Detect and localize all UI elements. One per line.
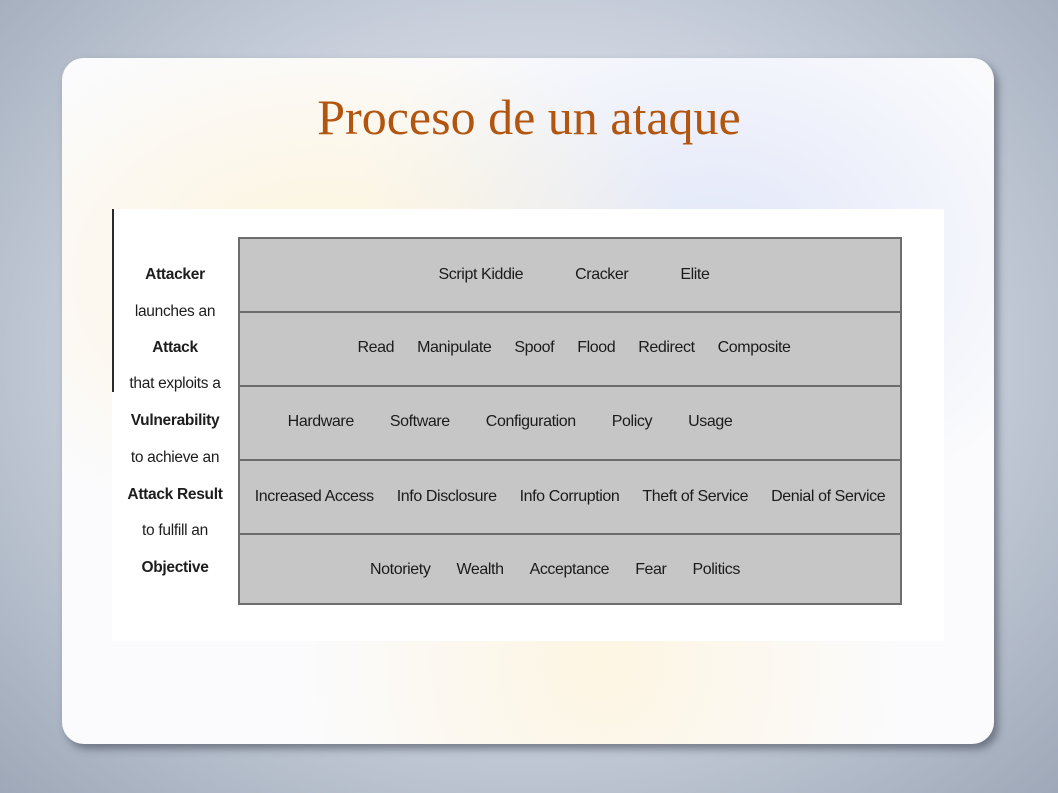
row-item: Denial of Service	[771, 488, 886, 505]
row-item: Software	[389, 413, 450, 430]
label-attack: Attack	[152, 339, 198, 356]
row-vulnerability	[240, 385, 900, 457]
left-border-line	[112, 209, 114, 392]
row-item: Read	[357, 339, 395, 356]
row-item: Acceptance	[529, 561, 610, 578]
label-vulnerability: Vulnerability	[130, 412, 220, 429]
row-item: Elite	[680, 266, 710, 283]
row-item: Wealth	[456, 561, 504, 578]
row-item: Script Kiddie	[438, 266, 524, 283]
row-item: Redirect	[638, 339, 695, 356]
row-objective	[240, 533, 900, 605]
row-item: Manipulate	[417, 339, 492, 356]
label-objective: Objective	[141, 559, 209, 576]
row-item: Usage	[688, 413, 733, 430]
label-to-achieve-an: to achieve an	[130, 449, 220, 466]
slide-title: Proceso de un ataque	[317, 89, 741, 145]
row-item: Fear	[635, 561, 667, 578]
row-item: Cracker	[575, 266, 629, 283]
row-item: Increased Access	[254, 488, 374, 505]
row-item: Policy	[611, 413, 653, 430]
row-item: Spoof	[514, 339, 555, 356]
row-item: Info Disclosure	[396, 488, 497, 505]
label-attacker: Attacker	[145, 266, 205, 283]
row-attacker	[240, 239, 900, 311]
row-attack-result	[240, 459, 900, 533]
attack-process-diagram	[112, 209, 944, 641]
row-item: Politics	[692, 561, 740, 578]
row-item: Composite	[717, 339, 791, 356]
category-table	[238, 237, 902, 605]
row-item: Notoriety	[370, 561, 431, 578]
row-item: Configuration	[485, 413, 576, 430]
row-item: Hardware	[287, 413, 354, 430]
row-attack	[240, 311, 900, 383]
row-item: Flood	[577, 339, 616, 356]
label-to-fulfill-an: to fulfill an	[142, 522, 208, 539]
row-item: Info Corruption	[519, 488, 620, 505]
label-attack-result: Attack Result	[127, 486, 223, 503]
row-item: Theft of Service	[642, 488, 749, 505]
label-that-exploits-a: that exploits a	[129, 375, 221, 392]
label-launches-an: launches an	[134, 303, 216, 320]
